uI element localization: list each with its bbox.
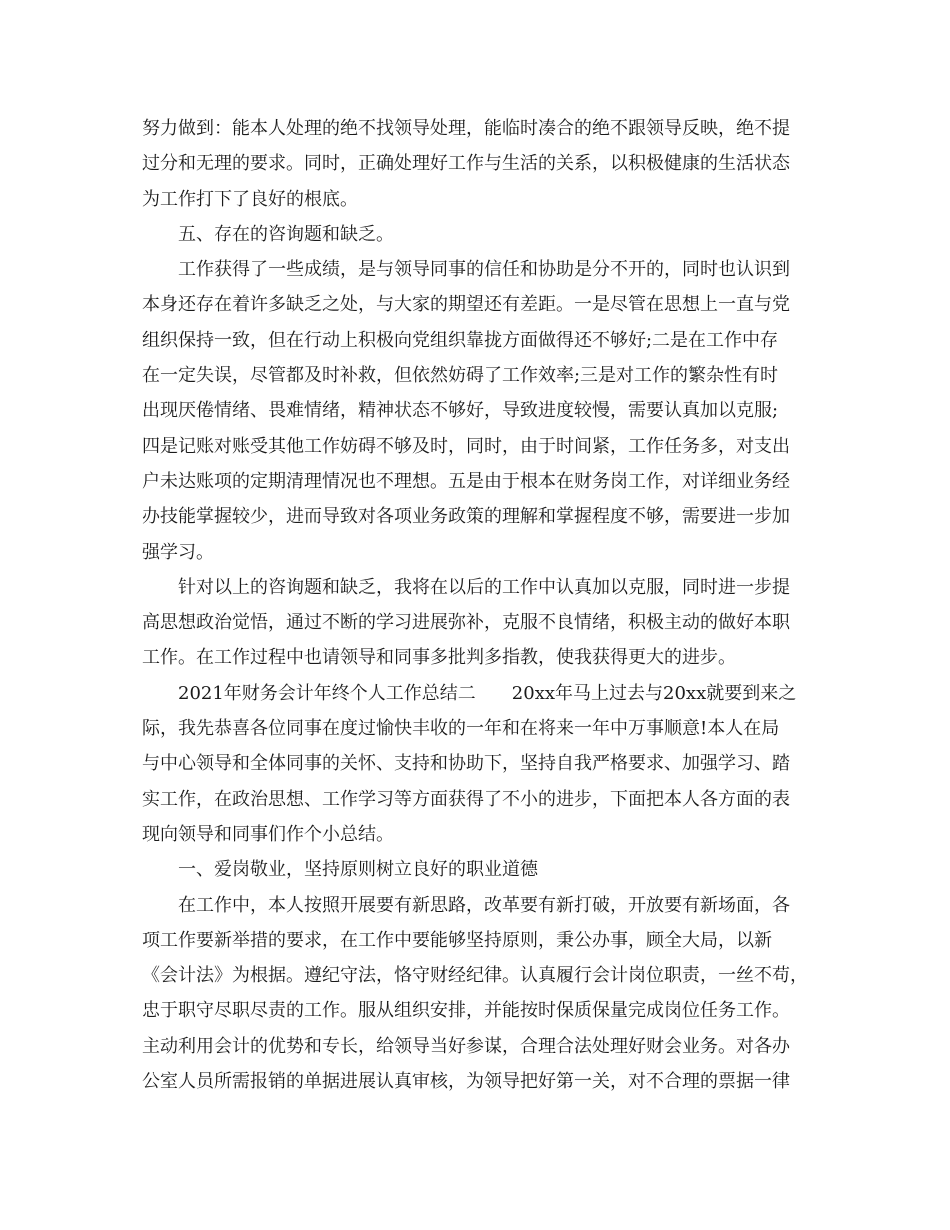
text-line: 现向领导和同事们作个小总结。 <box>142 823 394 845</box>
section-heading: 五、存在的咨询题和缺乏。 <box>178 223 394 245</box>
text-line: 过分和无理的要求。同时，正确处理好工作与生活的关系，以积极健康的生活状态 <box>142 153 790 175</box>
text-line: 主动利用会计的优势和专长，给领导当好参谋，合理合法处理好财会业务。对各办 <box>142 1035 790 1057</box>
text-line: 努力做到：能本人处理的绝不找领导处理，能临时凑合的绝不跟领导反映，绝不提 <box>142 118 790 139</box>
text-line: 办技能掌握较少，进而导致对各项业务政策的理解和掌握程度不够，需要进一步加 <box>142 506 790 528</box>
text-line: 忠于职守尽职尽责的工作。服从组织安排，并能按时保质保量完成岗位任务工作。 <box>142 1000 790 1022</box>
section-heading: 一、爱岗敬业，坚持原则树立良好的职业道德 <box>178 859 538 881</box>
text-line: 强学习。 <box>142 541 214 563</box>
text-line: 在工作中，本人按照开展要有新思路，改革要有新打破，开放要有新场面，各 <box>178 894 790 916</box>
text-line: 出现厌倦情绪、畏难情绪，精神状态不够好，导致进度较慢，需要认真加以克服; <box>142 400 779 422</box>
text-line: 工作获得了一些成绩，是与领导同事的信任和协助是分不开的，同时也认识到 <box>178 259 790 281</box>
text-line: 在一定失误，尽管都及时补救，但依然妨碍了工作效率;三是对工作的繁杂性有时 <box>142 365 779 387</box>
text-line: 本身还存在着许多缺乏之处，与大家的期望还有差距。一是尽管在思想上一直与党 <box>142 294 790 316</box>
text-line: 工作。在工作过程中也请领导和同事多批判多指教，使我获得更大的进步。 <box>142 647 736 669</box>
text-line: 与中心领导和全体同事的关怀、支持和协助下，坚持自我严格要求、加强学习、踏 <box>142 753 790 775</box>
text-line: 四是记账对账受其他工作妨碍不够及时，同时，由于时间紧，工作任务多，对支出 <box>142 435 790 457</box>
text-line: 针对以上的咨询题和缺乏，我将在以后的工作中认真加以克服，同时进一步提 <box>178 576 790 598</box>
text-line: 《会计法》为根据。遵纪守法，恪守财经纪律。认真履行会计岗位职责，一丝不苟， <box>142 965 808 987</box>
text-line: 组织保持一致，但在行动上积极向党组织靠拢方面做得还不够好;二是在工作中存 <box>142 329 779 351</box>
text-line: 际，我先恭喜各位同事在度过愉快丰收的一年和在将来一年中万事顺意!本人在局 <box>142 718 780 740</box>
text-line: 高思想政治觉悟，通过不断的学习进展弥补，克服不良情绪，积极主动的做好本职 <box>142 612 790 634</box>
document-page <box>142 111 824 1099</box>
text-line: 实工作，在政治思想、工作学习等方面获得了不小的进步，下面把本人各方面的表 <box>142 788 790 810</box>
text-line: 项工作要新举措的要求，在工作中要能够坚持原则，秉公办事，顾全大局，以新 <box>142 929 772 951</box>
text-line: 户未达账项的定期清理情况也不理想。五是由于根本在财务岗工作，对详细业务经 <box>142 470 790 492</box>
text-line: 为工作打下了良好的根底。 <box>142 188 358 210</box>
text-line: 2021年财务会计年终个人工作总结二 20xx年马上过去与20xx就要到来之 <box>178 682 797 704</box>
text-line: 公室人员所需报销的单据进展认真审核，为领导把好第一关，对不合理的票据一律 <box>142 1071 790 1093</box>
